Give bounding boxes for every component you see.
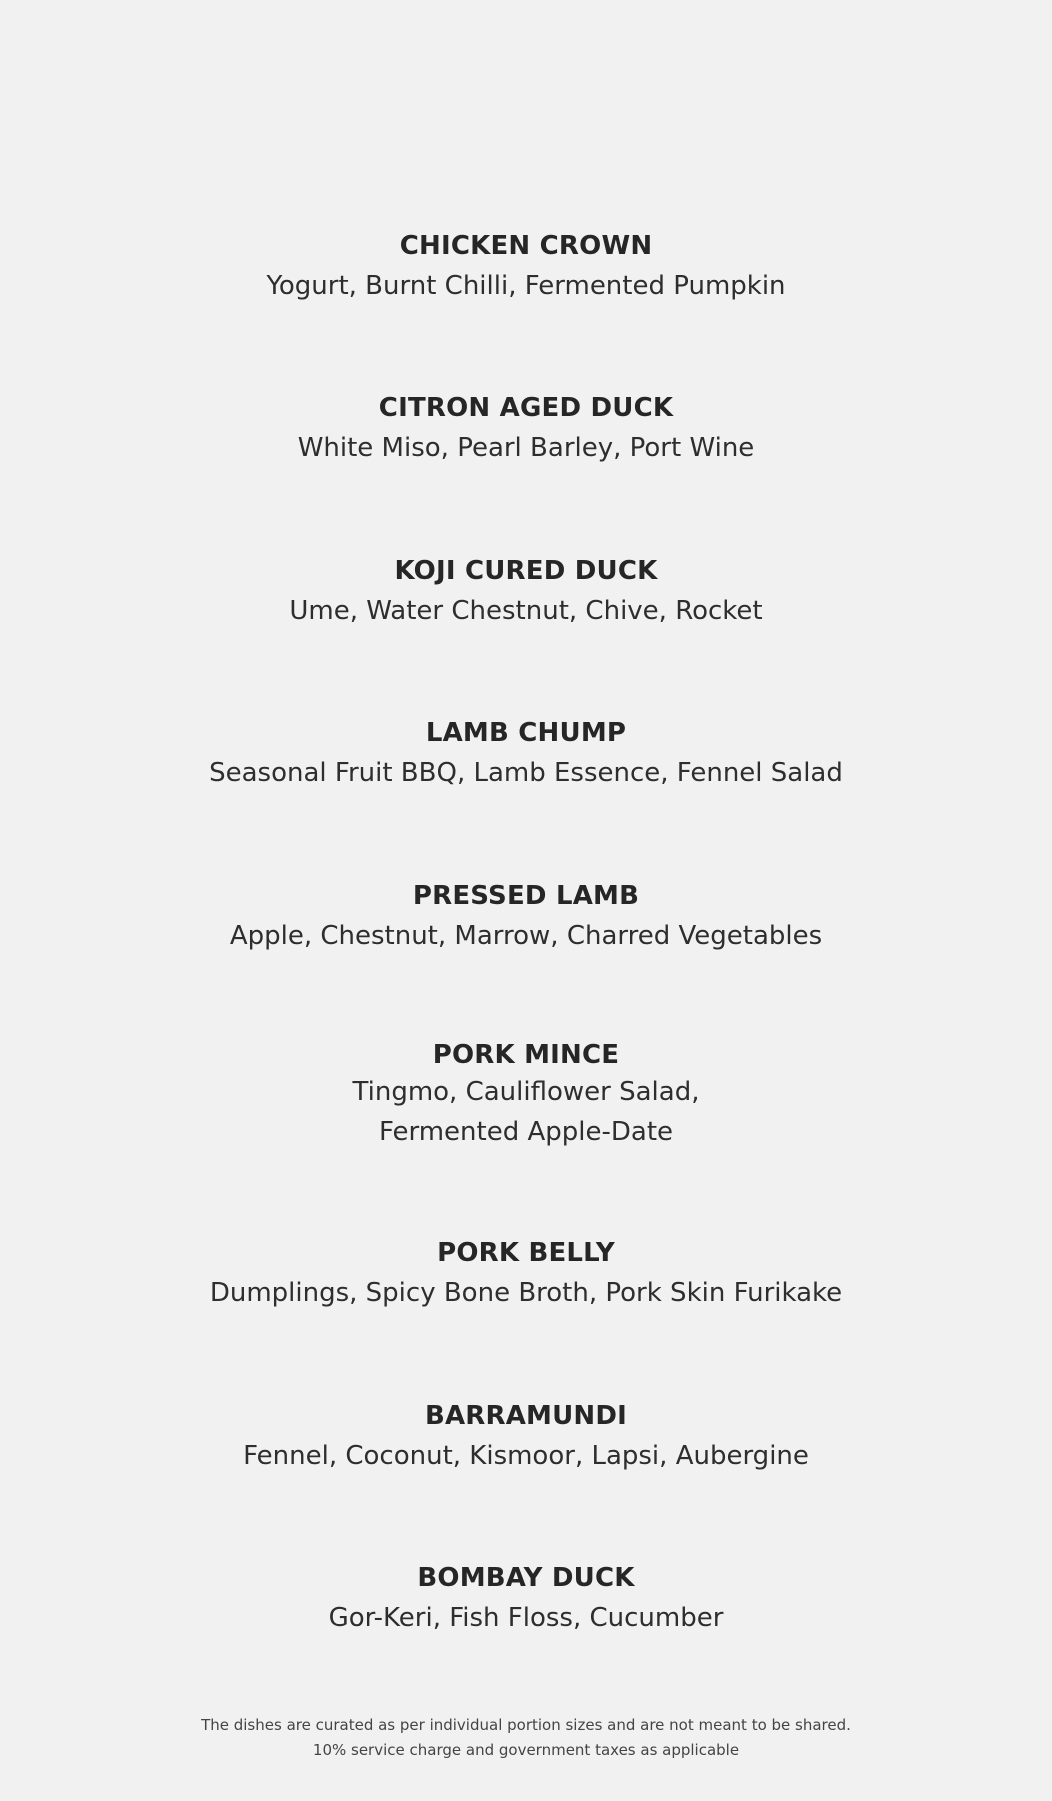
dish-description: [0, 1072, 1052, 1152]
dish-description: Seasonal Fruit BBQ, Lamb Essence, Fennel Salad: [209, 758, 843, 788]
dish-description-line: Fermented Apple-Date: [378, 1117, 674, 1147]
menu-item: [0, 713, 1052, 793]
menu-item: [0, 226, 1052, 306]
dish-name: CITRON AGED DUCK: [378, 393, 674, 423]
footer-service-charge-note: 10% service charge and government taxes as applicable: [312, 1741, 740, 1759]
menu-item: [0, 876, 1052, 956]
footer-portion-note: The dishes are curated as per individual portion sizes and are not meant to be shared.: [201, 1716, 851, 1734]
menu-item: [0, 1558, 1052, 1638]
dish-description-line: Tingmo, Cauliflower Salad,: [352, 1077, 700, 1107]
dish-name: PORK MINCE: [432, 1040, 620, 1070]
dish-description: Dumplings, Spicy Bone Broth, Pork Skin Furikake: [209, 1278, 843, 1308]
dish-description: Ume, Water Chestnut, Chive, Rocket: [289, 596, 763, 626]
dish-name: KOJI CURED DUCK: [394, 556, 658, 586]
dish-name: LAMB CHUMP: [425, 718, 627, 748]
dish-description: Apple, Chestnut, Marrow, Charred Vegetables: [229, 921, 823, 951]
menu-item: [0, 388, 1052, 468]
dish-name: PORK BELLY: [437, 1238, 615, 1268]
menu-item: [0, 1396, 1052, 1476]
dish-name: BARRAMUNDI: [424, 1401, 628, 1431]
dish-description: White Miso, Pearl Barley, Port Wine: [297, 433, 755, 463]
menu-item: [0, 1038, 1052, 1152]
dish-description: Fennel, Coconut, Kismoor, Lapsi, Aubergine: [243, 1441, 809, 1471]
dish-description: Yogurt, Burnt Chilli, Fermented Pumpkin: [266, 271, 786, 301]
footer-note: [0, 1713, 1052, 1763]
dish-name: BOMBAY DUCK: [417, 1563, 635, 1593]
dish-name: PRESSED LAMB: [412, 881, 640, 911]
dish-name: CHICKEN CROWN: [399, 231, 653, 261]
menu-item: [0, 1233, 1052, 1313]
menu-item: [0, 551, 1052, 631]
dish-description: Gor-Keri, Fish Floss, Cucumber: [328, 1603, 724, 1633]
